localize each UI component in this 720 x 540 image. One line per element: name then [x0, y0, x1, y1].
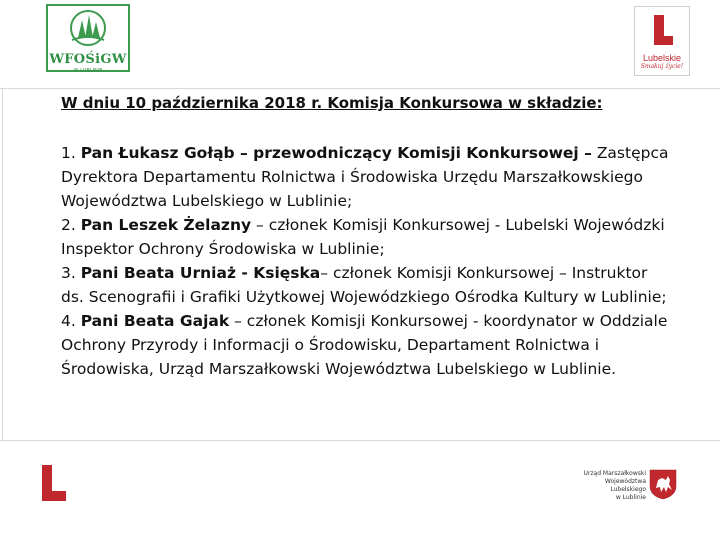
footer-divider	[0, 440, 720, 441]
lubelskie-logo-slogan: Smakuj życie!	[640, 63, 684, 70]
wfosigw-logo-subtext: W LUBLINIE	[73, 68, 103, 74]
coat-of-arms-icon	[648, 468, 678, 500]
member-number: 2.	[61, 216, 81, 234]
footer-l-icon	[40, 465, 68, 501]
wfosigw-logo-text: WFOŚiGW	[49, 52, 127, 67]
member-number: 4.	[61, 312, 81, 330]
member-item	[61, 309, 671, 381]
wfosigw-logo	[46, 4, 130, 72]
member-description: – członek Komisji Konkursowej – Instruktor ds. Scenografii i Grafiki Użytkowej Wojewódzkiego Ośrodka Kultury w Lublinie;	[61, 264, 667, 306]
member-name: Pan Leszek Żelazny	[80, 216, 252, 234]
member-item	[61, 141, 671, 213]
lubelskie-logo	[634, 6, 690, 76]
lubelskie-l-icon	[635, 7, 689, 51]
member-name: Pani Beata Urniaż - Księska	[80, 264, 321, 282]
marshal-office-label	[574, 470, 646, 502]
member-item	[61, 213, 671, 261]
member-description: Zastępca Dyrektora Departamentu Rolnictwa i Środowiska Urzędu Marszałkowskiego Województwa Lubelskiego w Lublinie;	[61, 144, 669, 210]
member-number: 1.	[61, 144, 81, 162]
header-divider	[0, 88, 720, 89]
member-description: – członek Komisji Konkursowej - koordynator w Oddziale Ochrony Przyrody i Informacji o Środowisku, Departament Rolnictwa i Środowiska, Urząd Marszałkowski Województwa Lubelskiego w Lublinie.	[61, 312, 668, 378]
member-number: 3.	[61, 264, 81, 282]
left-edge-line	[2, 88, 3, 440]
office-line-1: Urząd Marszałkowski	[583, 470, 646, 477]
member-item	[61, 261, 671, 309]
commission-members-list	[61, 141, 671, 381]
office-line-3: w Lublinie	[615, 494, 646, 501]
trees-emblem-icon	[48, 6, 128, 52]
lubelskie-logo-text: Lubelskie	[642, 53, 682, 63]
office-line-2: Województwa Lubelskiego	[604, 478, 646, 493]
member-description: – członek Komisji Konkursowej - Lubelski Wojewódzki Inspektor Ochrony Środowiska w Lublinie;	[61, 216, 665, 258]
member-name: Pani Beata Gajak	[80, 312, 230, 330]
member-name: Pan Łukasz Gołąb – przewodniczący Komisji Konkursowej –	[80, 144, 592, 162]
document-heading: W dniu 10 października 2018 r. Komisja Konkursowa w składzie:	[61, 94, 603, 112]
